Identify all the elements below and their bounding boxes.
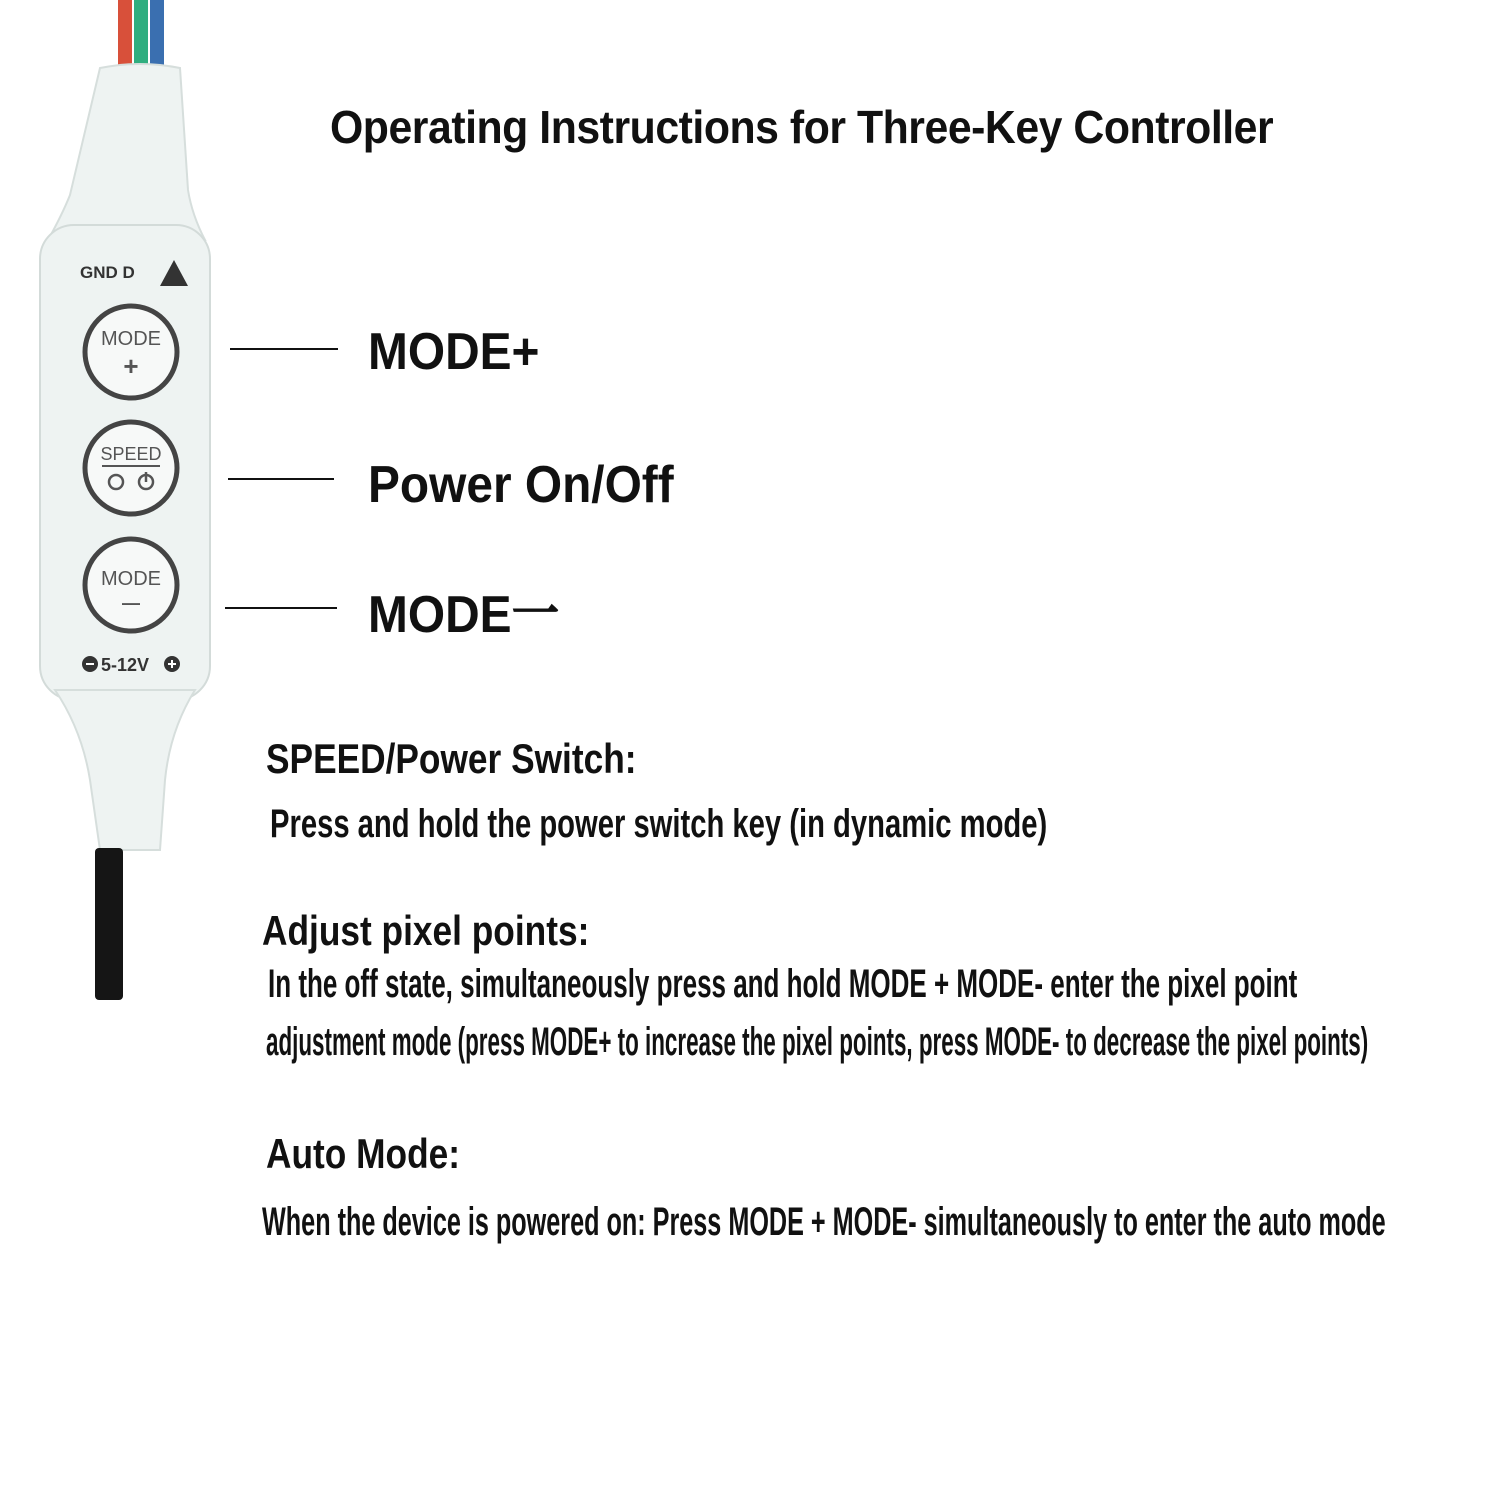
auto-mode-text: When the device is powered on: Press MODE + MODE- simultaneously to enter the auto mode — [262, 1200, 1386, 1244]
auto-mode-heading: Auto Mode: — [266, 1130, 461, 1177]
minus-terminal-sign — [86, 663, 94, 665]
pixel-points-text-line2: adjustment mode (press MODE+ to increase the pixel points, press MODE- to decrease the pixel points) — [266, 1020, 1369, 1064]
mode-plus-line2: + — [123, 351, 139, 381]
page-title: Operating Instructions for Three-Key Controller — [330, 101, 1274, 153]
mode-plus-line1: MODE — [101, 328, 161, 350]
power-cable — [95, 848, 123, 1000]
top-strain-relief — [48, 64, 205, 240]
pixel-points-heading: Adjust pixel points: — [262, 907, 590, 954]
pixel-points-text-line1: In the off state, simultaneously press and hold MODE + MODE- enter the pixel point — [268, 962, 1298, 1006]
power-leader-line — [228, 478, 334, 480]
mode-plus-button[interactable] — [85, 306, 177, 398]
mode-minus-line1: MODE — [101, 568, 161, 590]
speed-power-button[interactable] — [85, 422, 177, 514]
blue-wire — [150, 0, 164, 70]
mode-minus-line2: — — [122, 593, 140, 613]
mode-minus-leader-line — [225, 607, 337, 609]
voltage-label: 5-12V — [101, 655, 150, 675]
speed-power-text: Press and hold the power switch key (in dynamic mode) — [270, 802, 1048, 846]
speed-power-ring — [85, 422, 177, 514]
power-callout: Power On/Off — [368, 456, 674, 514]
plus-terminal-sign-v — [171, 660, 173, 668]
mode-minus-button[interactable] — [85, 539, 177, 631]
gnd-d-label: GND D — [80, 263, 135, 282]
mode-plus-leader-line — [230, 348, 338, 350]
mode-plus-callout: MODE+ — [368, 323, 540, 381]
bottom-strain-relief — [55, 690, 195, 850]
speed-power-heading: SPEED/Power Switch: — [266, 735, 637, 782]
controller-device — [0, 0, 240, 1020]
mode-minus-callout: MODE一 — [368, 586, 560, 644]
speed-line1: SPEED — [100, 444, 162, 464]
